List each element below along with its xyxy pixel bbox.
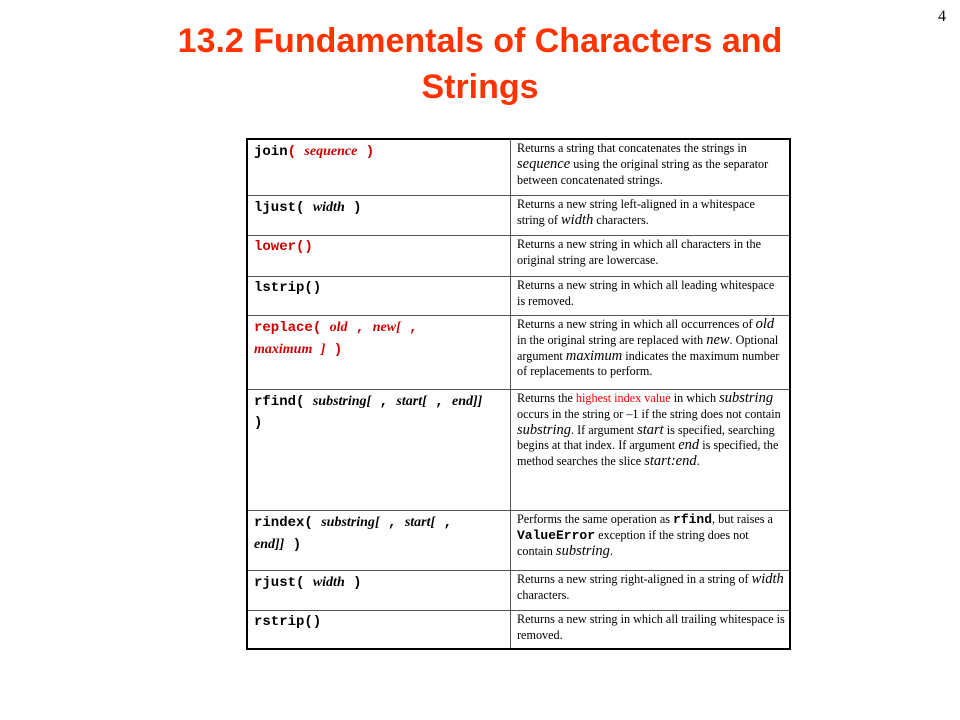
desc-text: characters.	[517, 587, 570, 602]
desc-text: Returns a new string right-aligned in a string of	[517, 572, 752, 586]
method-signature-lstrip	[247, 277, 511, 316]
bracket: ]]	[473, 394, 483, 409]
method-name: rfind	[254, 394, 297, 410]
method-signature-rfind	[247, 390, 511, 511]
method-signature-ljust	[247, 196, 511, 236]
desc-text: Returns a new string in which all characters in the original string are lowercase.	[517, 237, 762, 267]
open-paren: (	[296, 200, 305, 216]
close-paren: )	[353, 200, 362, 216]
separator: ,	[355, 320, 365, 336]
open-paren: (	[287, 144, 297, 160]
desc-text: Returns a new string left-aligned in a whitespace string of	[517, 197, 755, 227]
method-description-rstrip	[511, 611, 791, 650]
method-signature-rstrip	[247, 611, 511, 650]
method-name: rindex	[254, 515, 305, 531]
table-row-lower	[247, 236, 790, 277]
method-name: lstrip	[254, 280, 305, 296]
desc-text: occurs in the string or –1 if the string does not contain	[517, 406, 781, 421]
method-description-rjust	[511, 571, 791, 611]
desc-arg: sequence	[517, 155, 571, 172]
desc-text: is specified, the method searches the slice	[517, 438, 779, 469]
table-row-rjust	[247, 571, 790, 611]
method-signature-join	[247, 139, 511, 196]
desc-text: using the original string as the separator between concatenated strings.	[517, 156, 769, 187]
method-name: replace	[254, 320, 313, 336]
argument: old	[329, 320, 348, 335]
bracket: ]	[320, 342, 326, 357]
desc-text: Performs the same operation as	[517, 512, 674, 526]
table-row-rfind	[247, 390, 790, 511]
method-signature-rjust	[247, 571, 511, 611]
desc-text: in which	[670, 391, 720, 405]
method-signature-rindex	[247, 511, 511, 571]
desc-text: in the original string are replaced with	[517, 332, 707, 347]
desc-text: Returns a new string in which all occurrences of	[517, 317, 756, 331]
argument: maximum	[254, 342, 313, 357]
method-signature-lower	[247, 236, 511, 277]
method-name: lower	[254, 239, 297, 255]
close-paren: )	[353, 575, 362, 591]
method-signature-replace	[247, 316, 511, 390]
argument: end	[254, 537, 275, 552]
method-description-replace	[511, 316, 791, 390]
separator: ,	[388, 515, 397, 531]
desc-text: Returns a string that concatenates the strings in	[517, 141, 747, 155]
argument: new	[372, 320, 397, 335]
bracket: [	[374, 515, 380, 530]
open-paren: (	[312, 320, 322, 336]
desc-text: characters.	[593, 212, 649, 227]
table-row-ljust	[247, 196, 790, 236]
desc-arg: old	[755, 316, 775, 332]
desc-arg: width	[561, 211, 594, 228]
desc-arg: new	[706, 331, 730, 348]
desc-arg: substring	[555, 542, 610, 559]
desc-text: Returns the	[517, 391, 576, 405]
table-row-replace	[247, 316, 790, 390]
desc-arg: substring	[719, 390, 774, 406]
desc-text: is specified, searching begins at that index. If argument	[517, 422, 775, 453]
desc-text: .	[696, 454, 700, 469]
slide-title	[0, 18, 960, 110]
argument: sequence	[304, 144, 358, 159]
separator: ,	[443, 515, 452, 531]
bracket: [	[422, 394, 427, 409]
method-name: rjust	[254, 575, 297, 591]
method-description-rindex	[511, 511, 791, 571]
parens: ()	[296, 239, 313, 255]
separator: ,	[409, 320, 418, 336]
page-number: 4	[938, 8, 946, 25]
open-paren: (	[296, 394, 305, 410]
open-paren: (	[296, 575, 305, 591]
method-name: rstrip	[254, 614, 305, 630]
desc-arg: end	[678, 437, 700, 454]
bracket: [	[396, 320, 401, 335]
desc-text: .	[609, 543, 613, 558]
desc-arg: width	[751, 571, 784, 587]
separator: ,	[379, 394, 389, 410]
bracket: [	[366, 394, 372, 409]
desc-arg: start	[637, 421, 664, 438]
string-methods-table	[246, 138, 791, 650]
method-description-ljust	[511, 196, 791, 236]
method-description-join	[511, 139, 791, 196]
desc-arg: maximum	[565, 347, 623, 364]
desc-text: Returns a new string in which all trailing whitespace is removed.	[517, 612, 785, 642]
argument: width	[312, 575, 345, 590]
desc-text: exception if the string does not contain	[517, 527, 749, 558]
close-paren: )	[254, 415, 263, 431]
close-paren: )	[333, 342, 343, 358]
method-name: ljust	[254, 200, 297, 216]
argument: start	[396, 394, 423, 409]
desc-code: ValueError	[517, 527, 596, 543]
bracket: [	[430, 515, 436, 530]
separator: ,	[435, 394, 444, 410]
desc-text: indicates the maximum number of replacements to perform.	[517, 348, 780, 379]
desc-code: rfind	[673, 512, 713, 527]
argument: substring	[321, 515, 375, 530]
argument: width	[312, 200, 345, 215]
desc-text: , but raises a	[712, 512, 773, 526]
close-paren: )	[365, 144, 375, 160]
method-name: join	[254, 144, 288, 160]
slide-title-line-2: Strings	[421, 68, 539, 106]
table-row-lstrip	[247, 277, 790, 316]
method-description-lower	[511, 236, 791, 277]
bracket: ]]	[275, 537, 285, 552]
open-paren: (	[304, 515, 313, 531]
close-paren: )	[292, 537, 302, 553]
desc-text: . Optional argument	[517, 332, 779, 363]
parens: ()	[304, 614, 322, 630]
table-row-rstrip	[247, 611, 790, 650]
argument: start	[404, 515, 431, 530]
table-row-join	[247, 139, 790, 196]
desc-arg: substring	[517, 421, 571, 438]
desc-arg: start:end	[644, 453, 697, 470]
argument: substring	[312, 394, 367, 409]
desc-text: . If argument	[571, 422, 638, 437]
slide-title-line-1: 13.2 Fundamentals of Characters and	[177, 22, 783, 60]
method-description-rfind	[511, 390, 791, 511]
method-description-lstrip	[511, 277, 791, 316]
desc-highlight: highest index value	[575, 391, 671, 405]
argument: end	[452, 394, 473, 409]
parens: ()	[304, 280, 322, 296]
desc-text: Returns a new string in which all leading whitespace is removed.	[517, 278, 775, 308]
table-row-rindex	[247, 511, 790, 571]
